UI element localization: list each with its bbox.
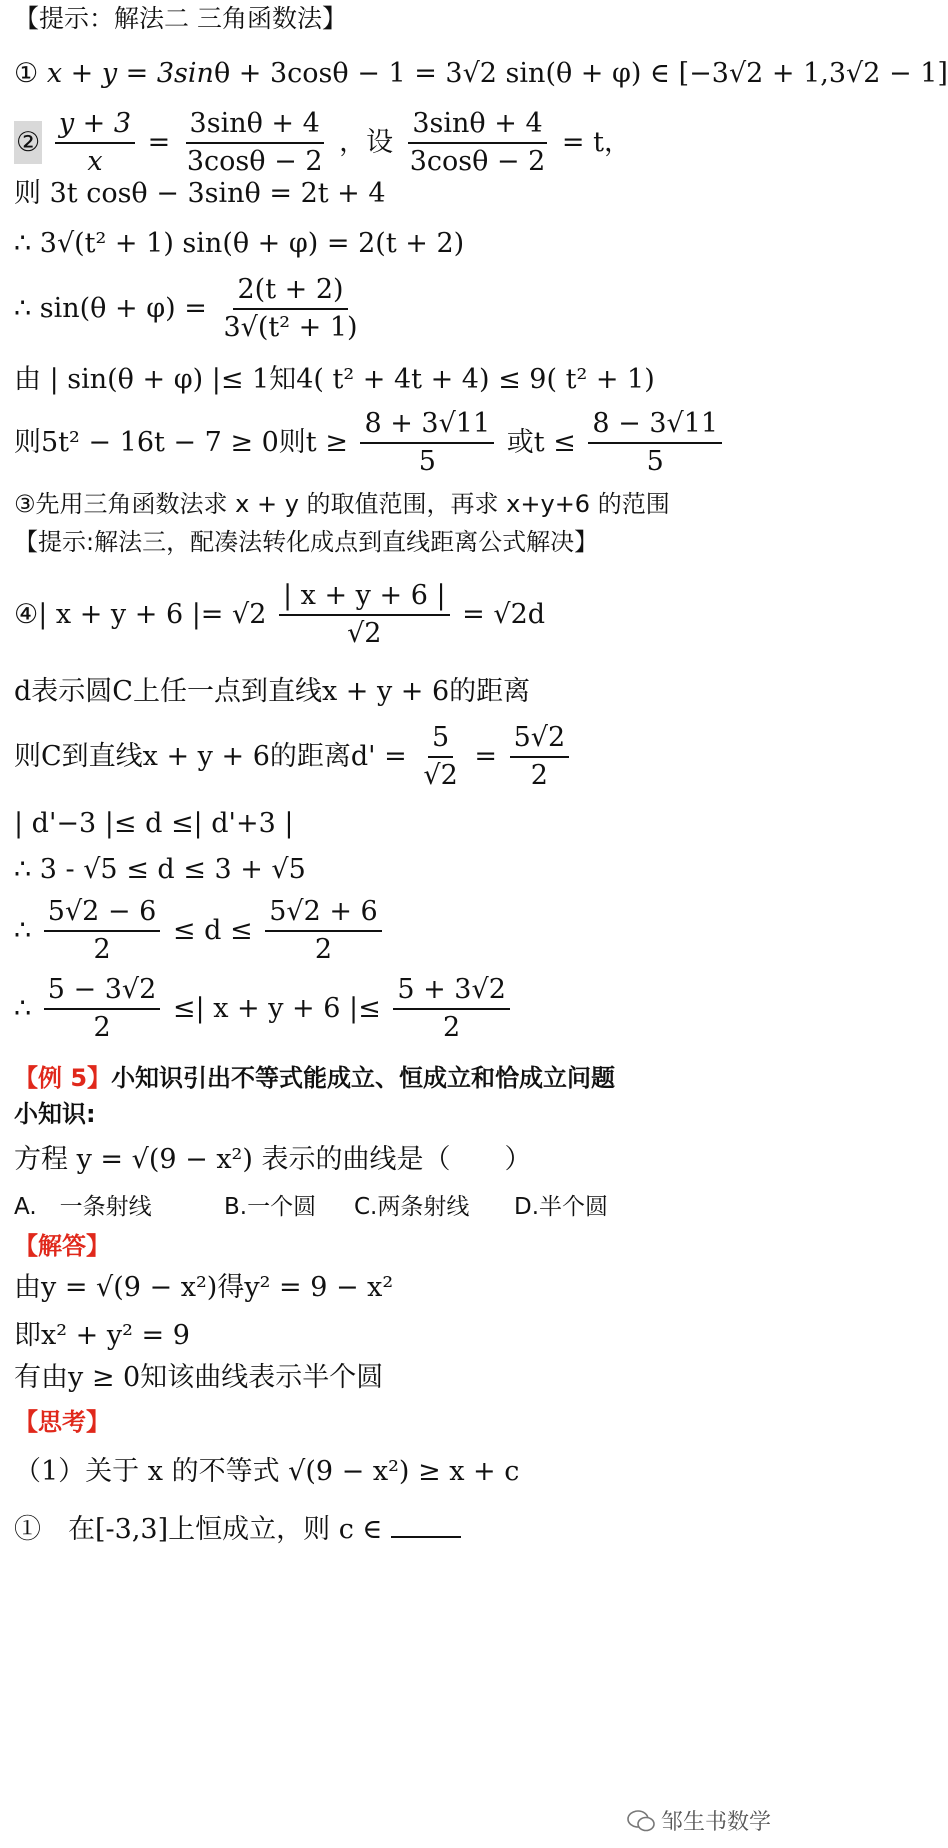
line-1-part-c: θ − 1 = 3√2 sin(θ + φ) ∈ [−3√2 + 1,3√2 − 1] [332,58,948,89]
question-text: 方程 y = √(9 − x²) 表示的曲线是（ ） [14,1144,532,1175]
therefore-sign: ∴ [14,992,32,1024]
fraction-numerator: 3sinθ + 4 [408,108,546,144]
line-5 [14,274,366,345]
line-11-prefix: 则C到直线x + y + 6的距离d' = [14,740,407,772]
fraction-numerator: 5√2 [510,722,570,758]
fraction-numerator: 8 + 3√11 [360,408,494,444]
fraction-5sqrt2-over-2 [510,722,570,793]
fraction-denominator: 5 [646,446,664,478]
fraction-numerator: 5 − 3√2 [44,974,161,1010]
problem-sub-1 [14,1514,461,1546]
let-text: ，设 [339,126,394,158]
fraction-numerator: y + 3 [55,108,135,144]
circled-2: ② [14,121,42,164]
line-6: 由 | sin(θ + φ) |≤ 1知4( t² + 4t + 4) ≤ 9( t² + 1) [14,364,655,395]
solution-line-3: 有由y ≥ 0知该曲线表示半个圆 [14,1362,384,1393]
line-2 [14,108,631,179]
line-8: ③先用三角函数法求 x + y 的取值范围，再求 x+y+6 的范围 [14,490,670,518]
equals-sign: = [147,126,171,158]
example-5-heading [14,1064,615,1093]
watermark [627,1805,771,1836]
fraction-numerator: 5√2 − 6 [44,896,161,932]
line-7-prefix: 则5t² − 16t − 7 ≥ 0则t ≥ [14,426,348,458]
circled-1: ① [14,58,39,89]
fraction-denominator: √2 [347,618,382,650]
solution-line-2: 即x² + y² = 9 [14,1320,190,1351]
option-d: D.半个圆 [514,1194,609,1220]
fraction-sin-over-cos [183,108,327,179]
fraction-denominator: 2 [314,934,333,966]
example-5-tag: 【例 5】 [14,1064,112,1092]
therefore-sign: ∴ [14,914,32,946]
answer-options [14,1194,608,1222]
fraction-denominator: 3cosθ − 2 [186,146,323,178]
line-12: | d'−3 |≤ d ≤| d'+3 | [14,808,294,839]
equals-t: = t， [561,126,631,158]
line-14-middle: ≤ d ≤ [172,914,253,946]
line-14 [14,896,386,967]
fraction-denominator: x [87,146,103,178]
option-a: A. 一条射线 [14,1194,152,1220]
or-text: 或t ≤ [506,426,576,458]
line-1 [14,58,948,90]
fraction-denominator: 2 [530,760,548,792]
fraction-t-definition [406,108,550,179]
fraction-denominator: 3cosθ − 2 [409,146,546,178]
fraction-d-upper [265,896,382,967]
fraction-numerator: 3sinθ + 4 [186,108,324,144]
fraction-denominator: 2 [93,1012,111,1044]
line-9-prefix: ④| x + y + 6 |= √2 [14,598,267,630]
fraction-numerator: 8 − 3√11 [588,408,722,444]
fraction-denominator: 2 [443,1012,461,1044]
solution-line-1: 由y = √(9 − x²)得y² = 9 − x² [14,1272,394,1303]
fraction-sin-value [219,274,361,345]
problem-part-1: （1）关于 x 的不等式 √(9 − x²) ≥ x + c [14,1456,520,1487]
fraction-denominator: 5 [418,446,436,478]
fraction-y3-over-x [55,108,135,179]
fraction-5-over-sqrt2 [419,722,461,793]
answer-tag: 【解答】 [14,1232,110,1260]
watermark-text: 邹生书数学 [660,1810,771,1835]
fraction-denominator: √2 [423,760,458,792]
equals-sign: = [474,740,498,772]
fraction-denominator: 3√(t² + 1) [223,312,358,344]
line-13: ∴ 3 - √5 ≤ d ≤ 3 + √5 [14,854,306,885]
line-15-middle: ≤| x + y + 6 |≤ [172,992,381,1024]
line-1-part-a: x + y = 3sin [46,58,214,89]
problem-sub-1-text: ① 在[-3,3]上恒成立，则 c ∈ [14,1514,383,1545]
line-10: d表示圆C上任一点到直线x + y + 6的距离 [14,676,531,707]
hint-method-two: 【提示：解法二 三角函数法】 [14,4,347,33]
fraction-abs-lower [44,974,161,1045]
line-9-suffix: = √2d [462,598,546,630]
line-1-part-b: θ + 3cos [213,58,333,89]
line-4: ∴ 3√(t² + 1) sin(θ + φ) = 2(t + 2) [14,228,465,259]
line-15 [14,974,514,1045]
line-11 [14,722,573,793]
fraction-abs-upper [393,974,510,1045]
example-5-title: 小知识引出不等式能成立、恒成立和恰成立问题 [111,1064,616,1092]
think-tag: 【思考】 [14,1408,110,1436]
line-3: 则 3t cosθ − 3sinθ = 2t + 4 [14,178,386,209]
fraction-abs-over-sqrt2 [279,580,450,651]
option-c: C.两条射线 [354,1194,470,1220]
option-b: B.一个圆 [224,1194,317,1220]
fraction-upper-root [360,408,494,479]
line-9 [14,580,545,651]
line-7 [14,408,726,479]
fraction-numerator: 5 + 3√2 [393,974,510,1010]
fraction-numerator: 2(t + 2) [233,274,347,310]
fraction-lower-root [588,408,722,479]
wechat-icon [627,1810,655,1832]
answer-blank[interactable] [391,1536,461,1538]
fraction-d-lower [44,896,161,967]
small-knowledge-label: 小知识: [14,1100,96,1128]
fraction-denominator: 2 [93,934,111,966]
fraction-numerator: 5 [428,722,453,758]
fraction-numerator: 5√2 + 6 [265,896,382,932]
hint-method-three: 【提示:解法三，配凑法转化成点到直线距离公式解决】 [14,528,599,556]
fraction-numerator: | x + y + 6 | [279,580,450,616]
line-5-lhs: ∴ sin(θ + φ) = [14,292,207,324]
